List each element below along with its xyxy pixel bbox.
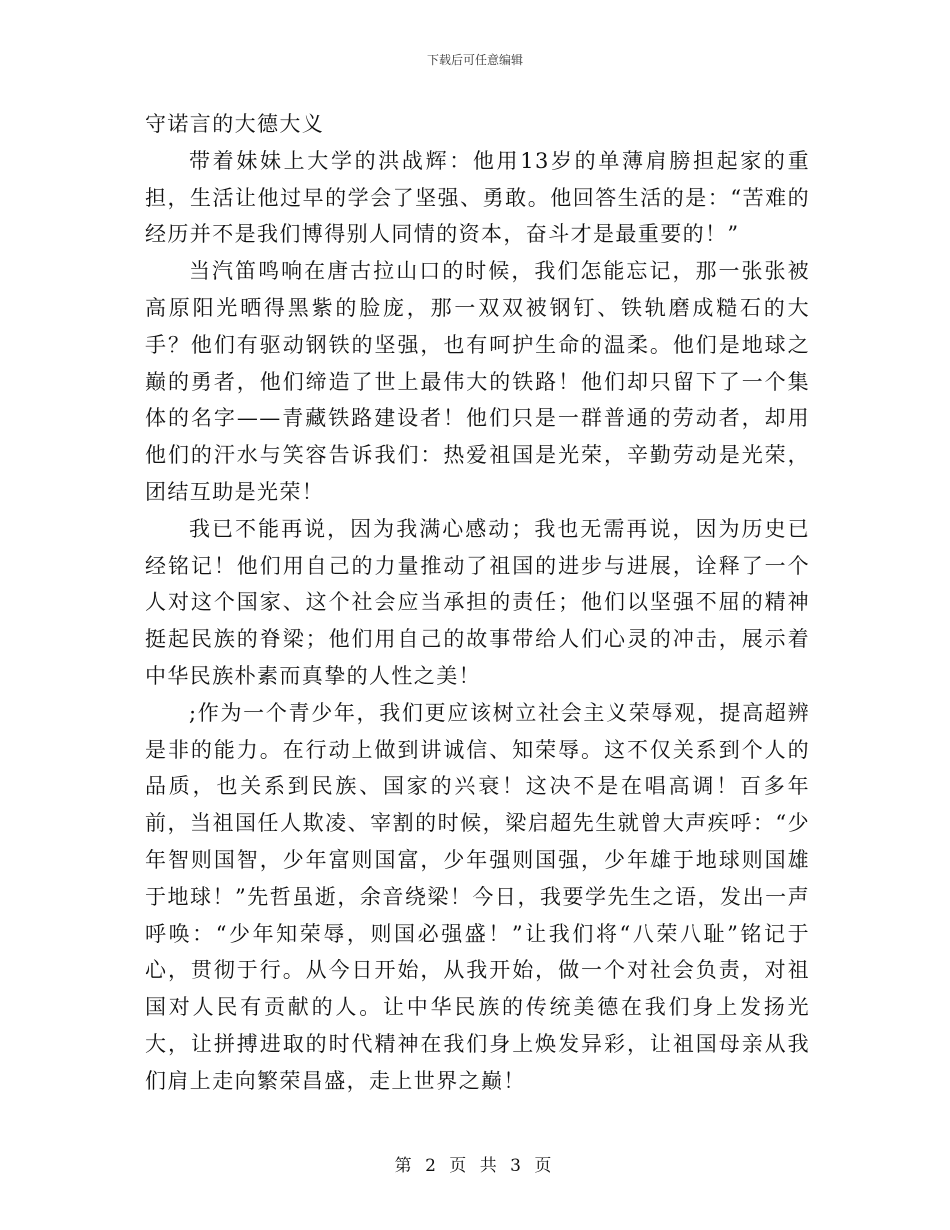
paragraph: 我已不能再说，因为我满心感动；我也无需再说，因为历史已经铭记！他们用自己的力量推动了祖国的进步与进展，诠释了一个人对这个国家、这个社会应当承担的责任；他们以坚强不屈的精神挺起民族的脊梁；他们用自己的故事带给人们心灵的冲击，展示着中华民族朴素而真挚的人性之美！ xyxy=(145,516,810,688)
page-header: 下载后可任意编辑 xyxy=(426,53,523,67)
paragraph-continuation: 守诺言的大德大义 xyxy=(145,112,325,136)
document-body xyxy=(145,106,810,1100)
paragraph: ;作为一个青少年，我们更应该树立社会主义荣辱观，提高超辨是非的能力。在行动上做到讲诚信、知荣辱。这不仅关系到个人的品质，也关系到民族、国家的兴衰！这决不是在唱高调！百多年前，当祖国任人欺凌、宰割的时候，梁启超先生就曾大声疾呼：“少年智则国智，少年富则国富，少年强则国强，少年雄于地球则国雄于地球！”先哲虽逝，余音绕梁！今日，我要学先生之语，发出一声呼唤：“少年知荣辱，则国必强盛！”让我们将“八荣八耻”铭记于心，贯彻于行。从今日开始，从我开始，做一个对社会负责，对祖国对人民有贡献的人。让中华民族的传统美德在我们身上发扬光大，让拼搏进取的时代精神在我们身上焕发异彩，让祖国母亲从我们肩上走向繁荣昌盛，走上世界之巅！ xyxy=(145,700,810,1093)
page-number-footer: 第 2 页 共 3 页 xyxy=(394,1156,556,1176)
paragraph: 当汽笛鸣响在唐古拉山口的时候，我们怎能忘记，那一张张被高原阳光晒得黑紫的脸庞，那一双双被钢钉、铁轨磨成糙石的大手？他们有驱动钢铁的坚强，也有呵护生命的温柔。他们是地球之巅的勇者，他们缔造了世上最伟大的铁路！他们却只留下了一个集体的名字——青藏铁路建设者！他们只是一群普通的劳动者，却用他们的汗水与笑容告诉我们：热爱祖国是光荣，辛勤劳动是光荣，团结互助是光荣！ xyxy=(145,259,810,504)
paragraph: 带着妹妹上大学的洪战辉：他用13岁的单薄肩膀担起家的重担，生活让他过早的学会了坚强、勇敢。他回答生活的是：“苦难的经历并不是我们博得别人同情的资本，奋斗才是最重要的！” xyxy=(145,148,810,247)
